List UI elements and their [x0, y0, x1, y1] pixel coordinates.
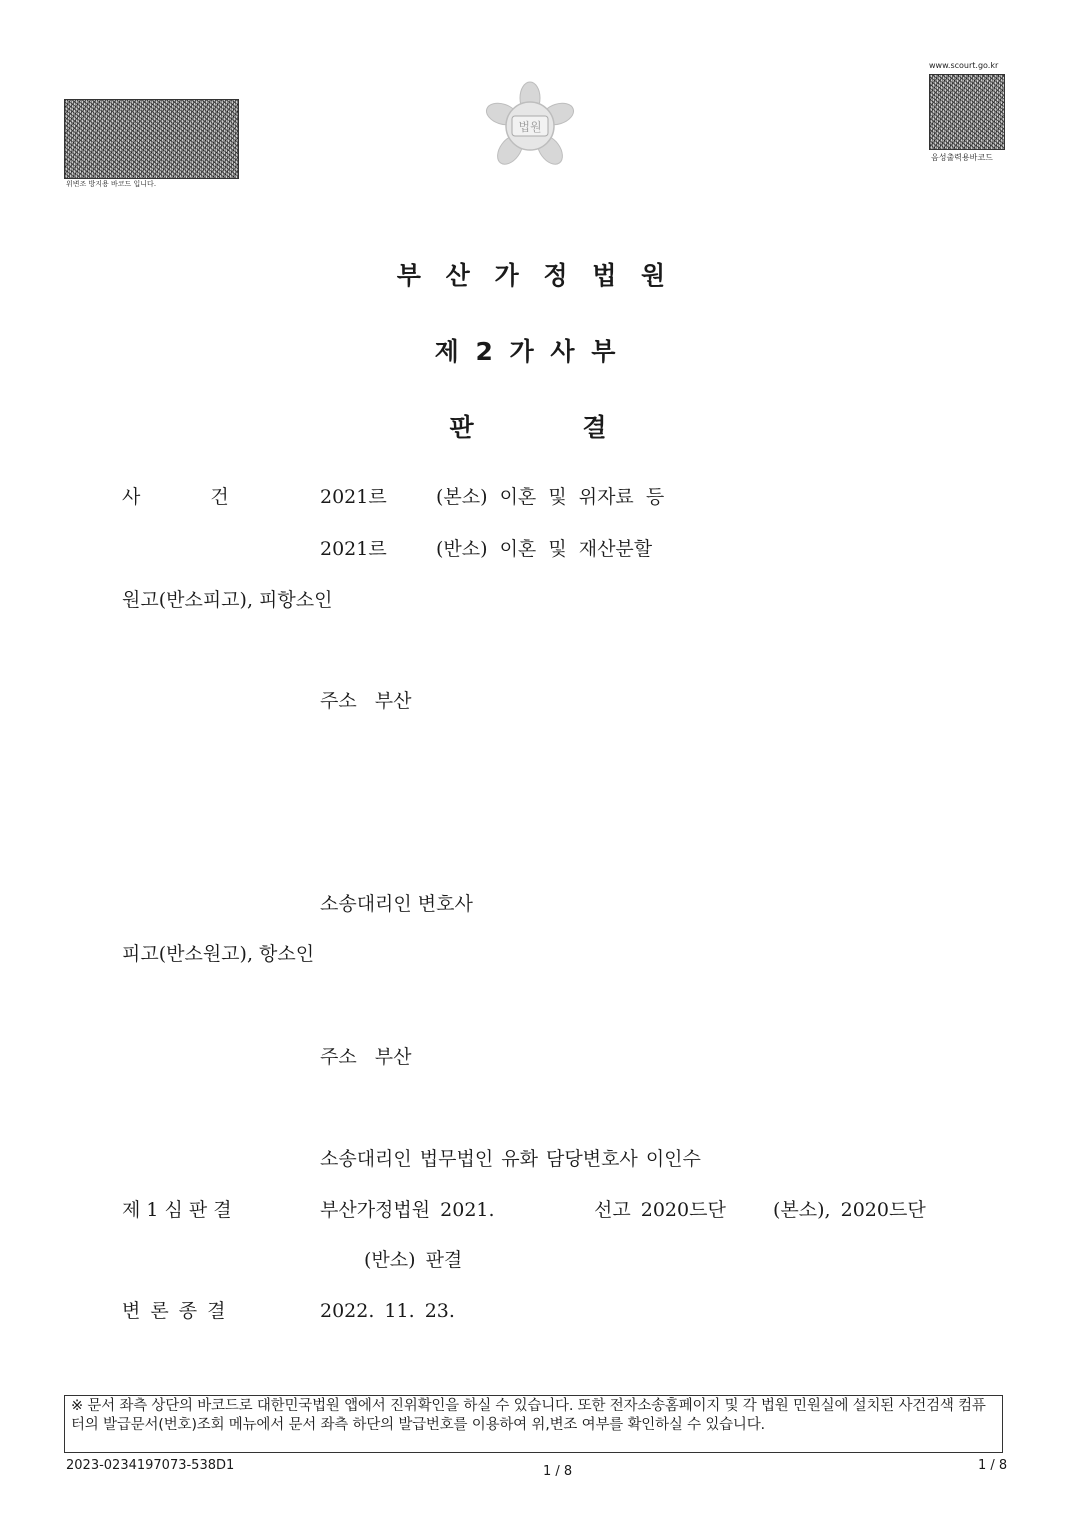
plaintiff-label: 원고(반소피고), 피항소인: [122, 589, 333, 611]
first-instance-case-a: (본소), 2020드단: [773, 1199, 926, 1221]
audio-barcode-note: 음성출력용바코드: [931, 153, 993, 162]
issue-number: 2023-0234197073-538D1: [66, 1458, 235, 1473]
case-description-main: (본소) 이혼 및 위자료 등: [436, 486, 665, 508]
plaintiff-address: 주소 부산: [320, 690, 412, 712]
anti-forgery-note: 위변조 방지용 바코드 입니다.: [66, 180, 157, 188]
defendant-address: 주소 부산: [320, 1046, 412, 1068]
verification-notice: ※ 문서 좌측 상단의 바코드로 대한민국법원 앱에서 진위확인을 하실 수 있습니다. 또한 전자소송홈페이지 및 각 법원 민원실에 설치된 사건검색 컴퓨터의 발급문서(번호)조회 메뉴에서 문서 좌측 하단의 발급번호를 이용하여 위,변조 여부를 확인하실 수 있습니다.: [64, 1395, 1003, 1453]
page-number-center: 1 / 8: [543, 1464, 573, 1479]
audio-output-barcode: [929, 74, 1005, 150]
defendant-counsel: 소송대리인 법무법인 유화 담당변호사 이인수: [320, 1148, 701, 1170]
site-url: www.scourt.go.kr: [929, 61, 999, 70]
first-instance-court-date: 부산가정법원 2021.: [320, 1199, 495, 1221]
case-label: 사 건: [122, 486, 229, 508]
anti-forgery-barcode: [64, 99, 239, 179]
division-title: 제 2 가 사 부: [434, 337, 620, 366]
first-instance-sentence: 선고 2020드단: [594, 1199, 726, 1221]
first-instance-case-b: (반소) 판결: [364, 1249, 463, 1271]
court-title: 부 산 가 정 법 원: [396, 261, 674, 290]
court-seal-icon: [474, 78, 586, 172]
case-number-main: 2021르: [320, 486, 387, 508]
case-number-counter: 2021르: [320, 538, 387, 560]
page-number-right: 1 / 8: [978, 1458, 1008, 1473]
hearing-close-date: 2022. 11. 23.: [320, 1300, 455, 1322]
seal-text: 법원: [518, 120, 542, 134]
defendant-label: 피고(반소원고), 항소인: [122, 943, 315, 965]
document-type-title: 판 결: [449, 413, 607, 442]
plaintiff-counsel: 소송대리인 변호사: [320, 893, 473, 915]
case-description-counter: (반소) 이혼 및 재산분할: [436, 538, 653, 560]
first-instance-label: 제 1 심 판 결: [122, 1199, 232, 1221]
hearing-close-label: 변 론 종 결: [122, 1300, 226, 1322]
